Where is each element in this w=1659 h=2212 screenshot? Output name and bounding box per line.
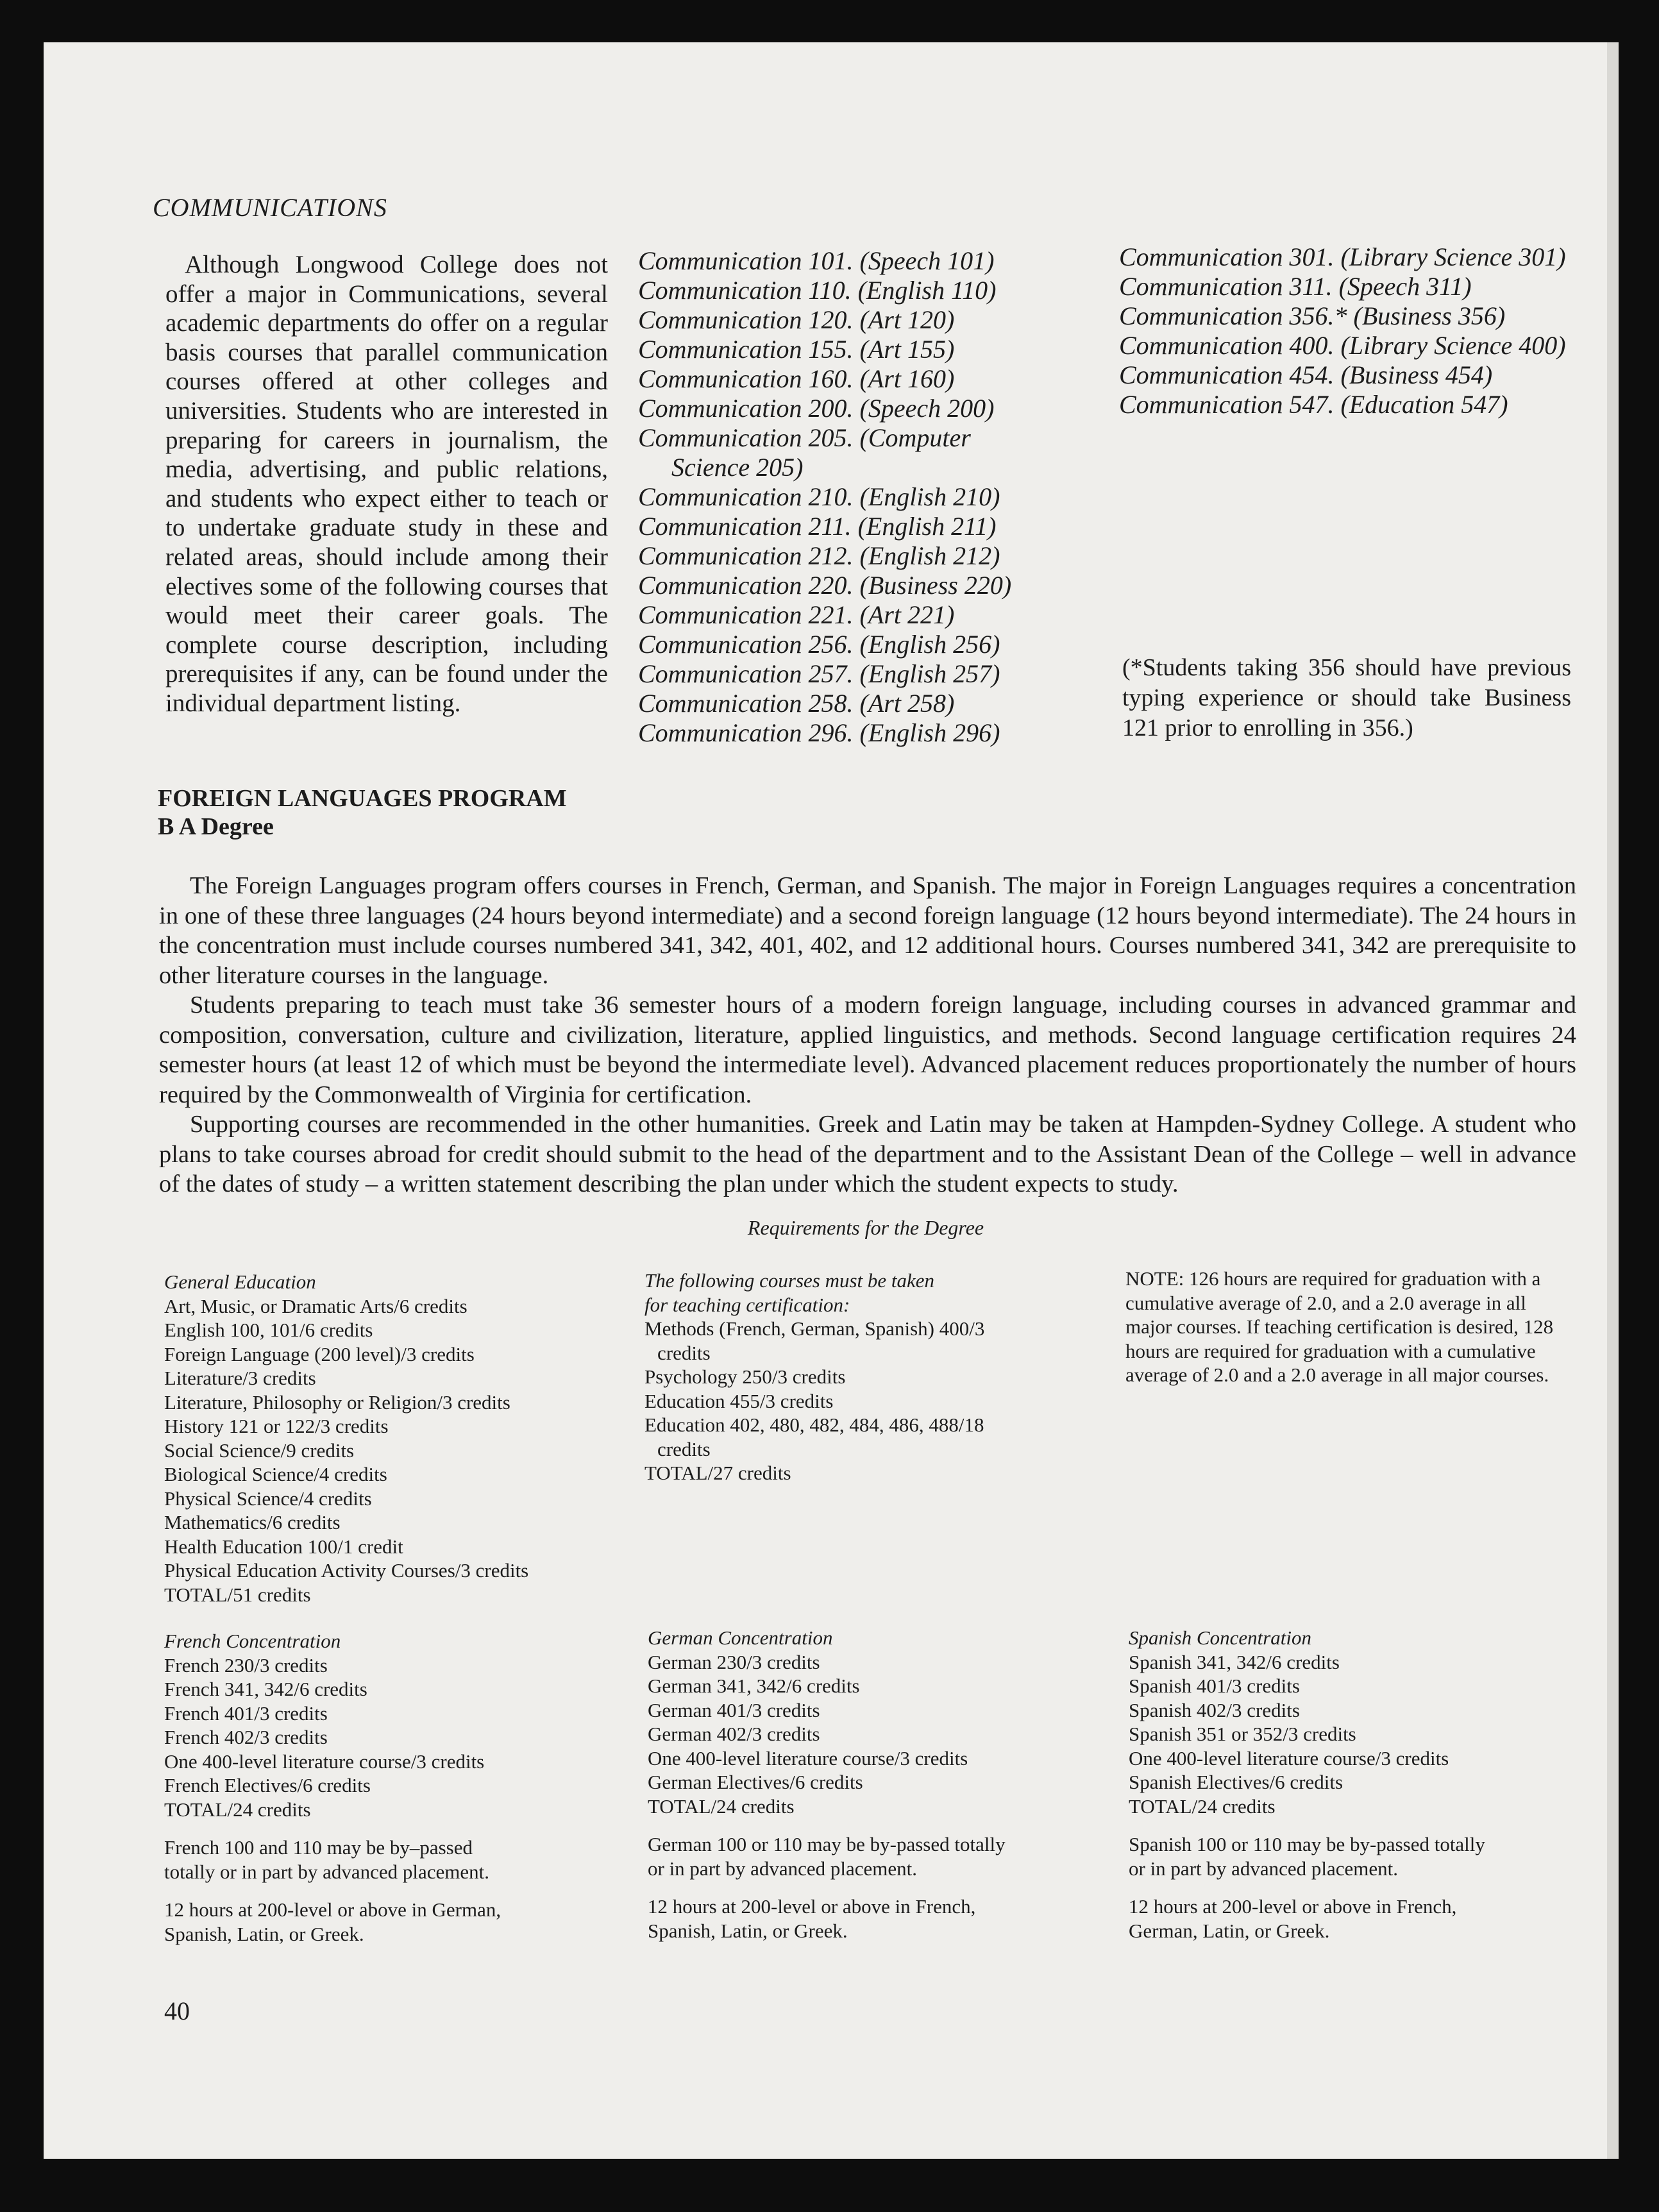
list-item: TOTAL/27 credits	[644, 1462, 791, 1484]
list-item: Education 455/3 credits	[644, 1389, 834, 1412]
course-item: Communication 210. (English 210)	[638, 482, 1000, 511]
concentration-note: German 100 or 110 may be by-passed totally or in part by advanced placement.	[648, 1833, 1006, 1880]
fl-paragraph: The Foreign Languages program offers courses in French, German, and Spanish. The major in Foreign Languages requires a concentration in one of these three languages (24 hours beyond intermediate) and a second foreign language (12 hours beyond intermediate). The 24 hours in the concentration must include courses numbered 341, 342, 401, 402, and 12 additional hours. Courses numbered 341, 342 are prerequisite to other literature courses in the language.	[159, 872, 1576, 989]
teaching-certification-list	[644, 1269, 1055, 1485]
list-title: German Concentration	[648, 1626, 833, 1649]
concentration-note: Spanish 100 or 110 may be by-passed totally or in part by advanced placement.	[1129, 1833, 1485, 1880]
course-item: Communication 155. (Art 155)	[638, 335, 955, 364]
list-item: Physical Science/4 credits	[164, 1487, 372, 1510]
list-item: Health Education 100/1 credit	[164, 1535, 403, 1558]
program-title: FOREIGN LANGUAGES PROGRAM	[158, 785, 567, 812]
list-item: Spanish Electives/6 credits	[1129, 1771, 1343, 1793]
list-item: Spanish 351 or 352/3 credits	[1129, 1723, 1356, 1745]
list-item: Methods (French, German, Spanish) 400/3 credits	[644, 1317, 985, 1364]
list-item: History 121 or 122/3 credits	[164, 1415, 389, 1437]
list-item: English 100, 101/6 credits	[164, 1319, 373, 1341]
list-title: for teaching certification:	[644, 1293, 850, 1316]
course-item: Communication 205. (Computer Science 205)	[638, 423, 971, 482]
foreign-languages-body	[159, 871, 1576, 1199]
list-title: Spanish Concentration	[1129, 1626, 1312, 1649]
list-item: German 341, 342/6 credits	[648, 1675, 860, 1697]
course-item: Communication 221. (Art 221)	[638, 600, 955, 629]
general-education-list	[164, 1270, 626, 1607]
list-item: Spanish 402/3 credits	[1129, 1698, 1300, 1721]
page-edge	[1607, 42, 1619, 2159]
foreign-languages-heading	[158, 784, 567, 841]
list-item: TOTAL/51 credits	[164, 1583, 311, 1606]
course-item: Communication 258. (Art 258)	[638, 689, 955, 718]
list-item: Social Science/9 credits	[164, 1439, 355, 1462]
concentration-note: 12 hours at 200-level or above in French, Spanish, Latin, or Greek.	[648, 1895, 976, 1942]
course-item: Communication 160. (Art 160)	[638, 364, 955, 393]
list-item: Physical Education Activity Courses/3 credits	[164, 1559, 529, 1582]
list-item: Foreign Language (200 level)/3 credits	[164, 1342, 475, 1365]
fl-paragraph: Supporting courses are recommended in the other humanities. Greek and Latin may be taken at Hampden-Sydney College. A student who plans to take courses abroad for credit should submit to the head of the department and to the Assistant Dean of the College – well in advance of the dates of study – a written statement describing the plan under which the student expects to study.	[159, 1111, 1576, 1197]
communications-intro	[165, 250, 608, 718]
list-item: French 341, 342/6 credits	[164, 1678, 367, 1700]
list-item: TOTAL/24 credits	[648, 1794, 795, 1818]
course-item: Communication 301. (Library Science 301)	[1119, 242, 1566, 271]
list-item: French 230/3 credits	[164, 1653, 328, 1676]
course-item: Communication 212. (English 212)	[638, 541, 1000, 570]
list-item: German Electives/6 credits	[648, 1771, 863, 1793]
communications-title: COMMUNICATIONS	[153, 193, 387, 222]
course-item: Communication 257. (English 257)	[638, 659, 1000, 688]
list-item: German 402/3 credits	[648, 1723, 820, 1745]
course-item: Communication 211. (English 211)	[638, 512, 997, 541]
communication-courses-col1	[638, 246, 1100, 748]
list-item: Education 402, 480, 482, 484, 486, 488/18 credits	[644, 1414, 984, 1460]
list-item: French 402/3 credits	[164, 1726, 328, 1748]
list-item: Art, Music, or Dramatic Arts/6 credits	[164, 1294, 467, 1317]
course-item: Communication 400. (Library Science 400)	[1119, 331, 1566, 360]
course-item: Communication 256. (English 256)	[638, 630, 1000, 659]
list-item: French 401/3 credits	[164, 1701, 328, 1725]
course-item: Communication 547. (Education 547)	[1119, 390, 1508, 419]
course-item: Communication 311. (Speech 311)	[1119, 272, 1472, 301]
list-item: One 400-level literature course/3 credits	[164, 1750, 485, 1773]
typing-note: (*Students taking 356 should have previous typing experience or should take Business 121 prior to enrolling in 356.)	[1122, 654, 1571, 741]
intro-paragraph: Although Longwood College does not offer a major in Communications, several academic departments do offer on a regular basis courses that parallel communication courses offered at other colleges and universities. Students who are interested in preparing for careers in journalism, the media, advertising, and public relations, and students who expect either to teach or to undertake graduate study in these and related areas, should include among their electives some of the following courses that would meet their career goals. The complete course description, including prerequisites if any, can be found under the individual department listing.	[165, 251, 608, 717]
communication-courses-col2	[1119, 242, 1581, 419]
list-item: Mathematics/6 credits	[164, 1511, 341, 1533]
list-item: One 400-level literature course/3 credits	[648, 1746, 968, 1769]
requirements-title: Requirements for the Degree	[747, 1216, 984, 1239]
course-item: Communication 200. (Speech 200)	[638, 394, 995, 423]
list-title: French Concentration	[164, 1630, 341, 1652]
concentration-note: 12 hours at 200-level or above in French, German, Latin, or Greek.	[1129, 1895, 1457, 1942]
list-item: French Electives/6 credits	[164, 1774, 371, 1796]
list-title: General Education	[164, 1271, 316, 1293]
french-concentration	[164, 1629, 600, 1946]
degree-title: B A Degree	[158, 813, 274, 840]
page-number: 40	[164, 1997, 190, 2025]
course-item: Communication 120. (Art 120)	[638, 305, 955, 334]
list-item: TOTAL/24 credits	[164, 1798, 311, 1821]
list-item: German 230/3 credits	[648, 1650, 820, 1673]
concentration-note: French 100 and 110 may be by–passed totally or in part by advanced placement.	[164, 1836, 490, 1883]
concentration-note: 12 hours at 200-level or above in German, Spanish, Latin, or Greek.	[164, 1898, 501, 1945]
spanish-concentration	[1129, 1626, 1571, 1943]
list-item: One 400-level literature course/3 credits	[1129, 1746, 1449, 1769]
list-item: Biological Science/4 credits	[164, 1463, 387, 1485]
course-item: Communication 220. (Business 220)	[638, 571, 1012, 600]
fl-paragraph: Students preparing to teach must take 36 semester hours of a modern foreign language, including courses in advanced grammar and composition, conversation, culture and civilization, literature, applied linguistics, and methods. Second language certification requires 24 semester hours (at least 12 of which must be beyond the intermediate level). Advanced placement reduces proportionately the number of hours required by the Commonwealth of Virginia for certification.	[159, 992, 1576, 1108]
list-item: Spanish 341, 342/6 credits	[1129, 1650, 1340, 1673]
list-item: Literature/3 credits	[164, 1367, 316, 1389]
course-item: Communication 296. (English 296)	[638, 718, 1000, 747]
list-item: Spanish 401/3 credits	[1129, 1675, 1300, 1697]
course-item: Communication 101. (Speech 101)	[638, 246, 995, 275]
graduation-note: NOTE: 126 hours are required for graduation with a cumulative average of 2.0, and a 2.0 average in all major courses. If teaching certification is desired, 128 hours are required for graduation with a cumulative average of 2.0 and a 2.0 average in all major courses.	[1125, 1267, 1554, 1386]
course-item: Communication 110. (English 110)	[638, 276, 997, 305]
list-title: The following courses must be taken	[644, 1269, 935, 1292]
list-item: Literature, Philosophy or Religion/3 credits	[164, 1390, 510, 1414]
course-item: Communication 454. (Business 454)	[1119, 360, 1493, 389]
list-item: Psychology 250/3 credits	[644, 1365, 846, 1388]
german-concentration	[648, 1626, 1084, 1943]
course-item: Communication 356.* (Business 356)	[1119, 301, 1506, 330]
list-item: TOTAL/24 credits	[1129, 1794, 1276, 1818]
list-item: German 401/3 credits	[648, 1698, 820, 1721]
